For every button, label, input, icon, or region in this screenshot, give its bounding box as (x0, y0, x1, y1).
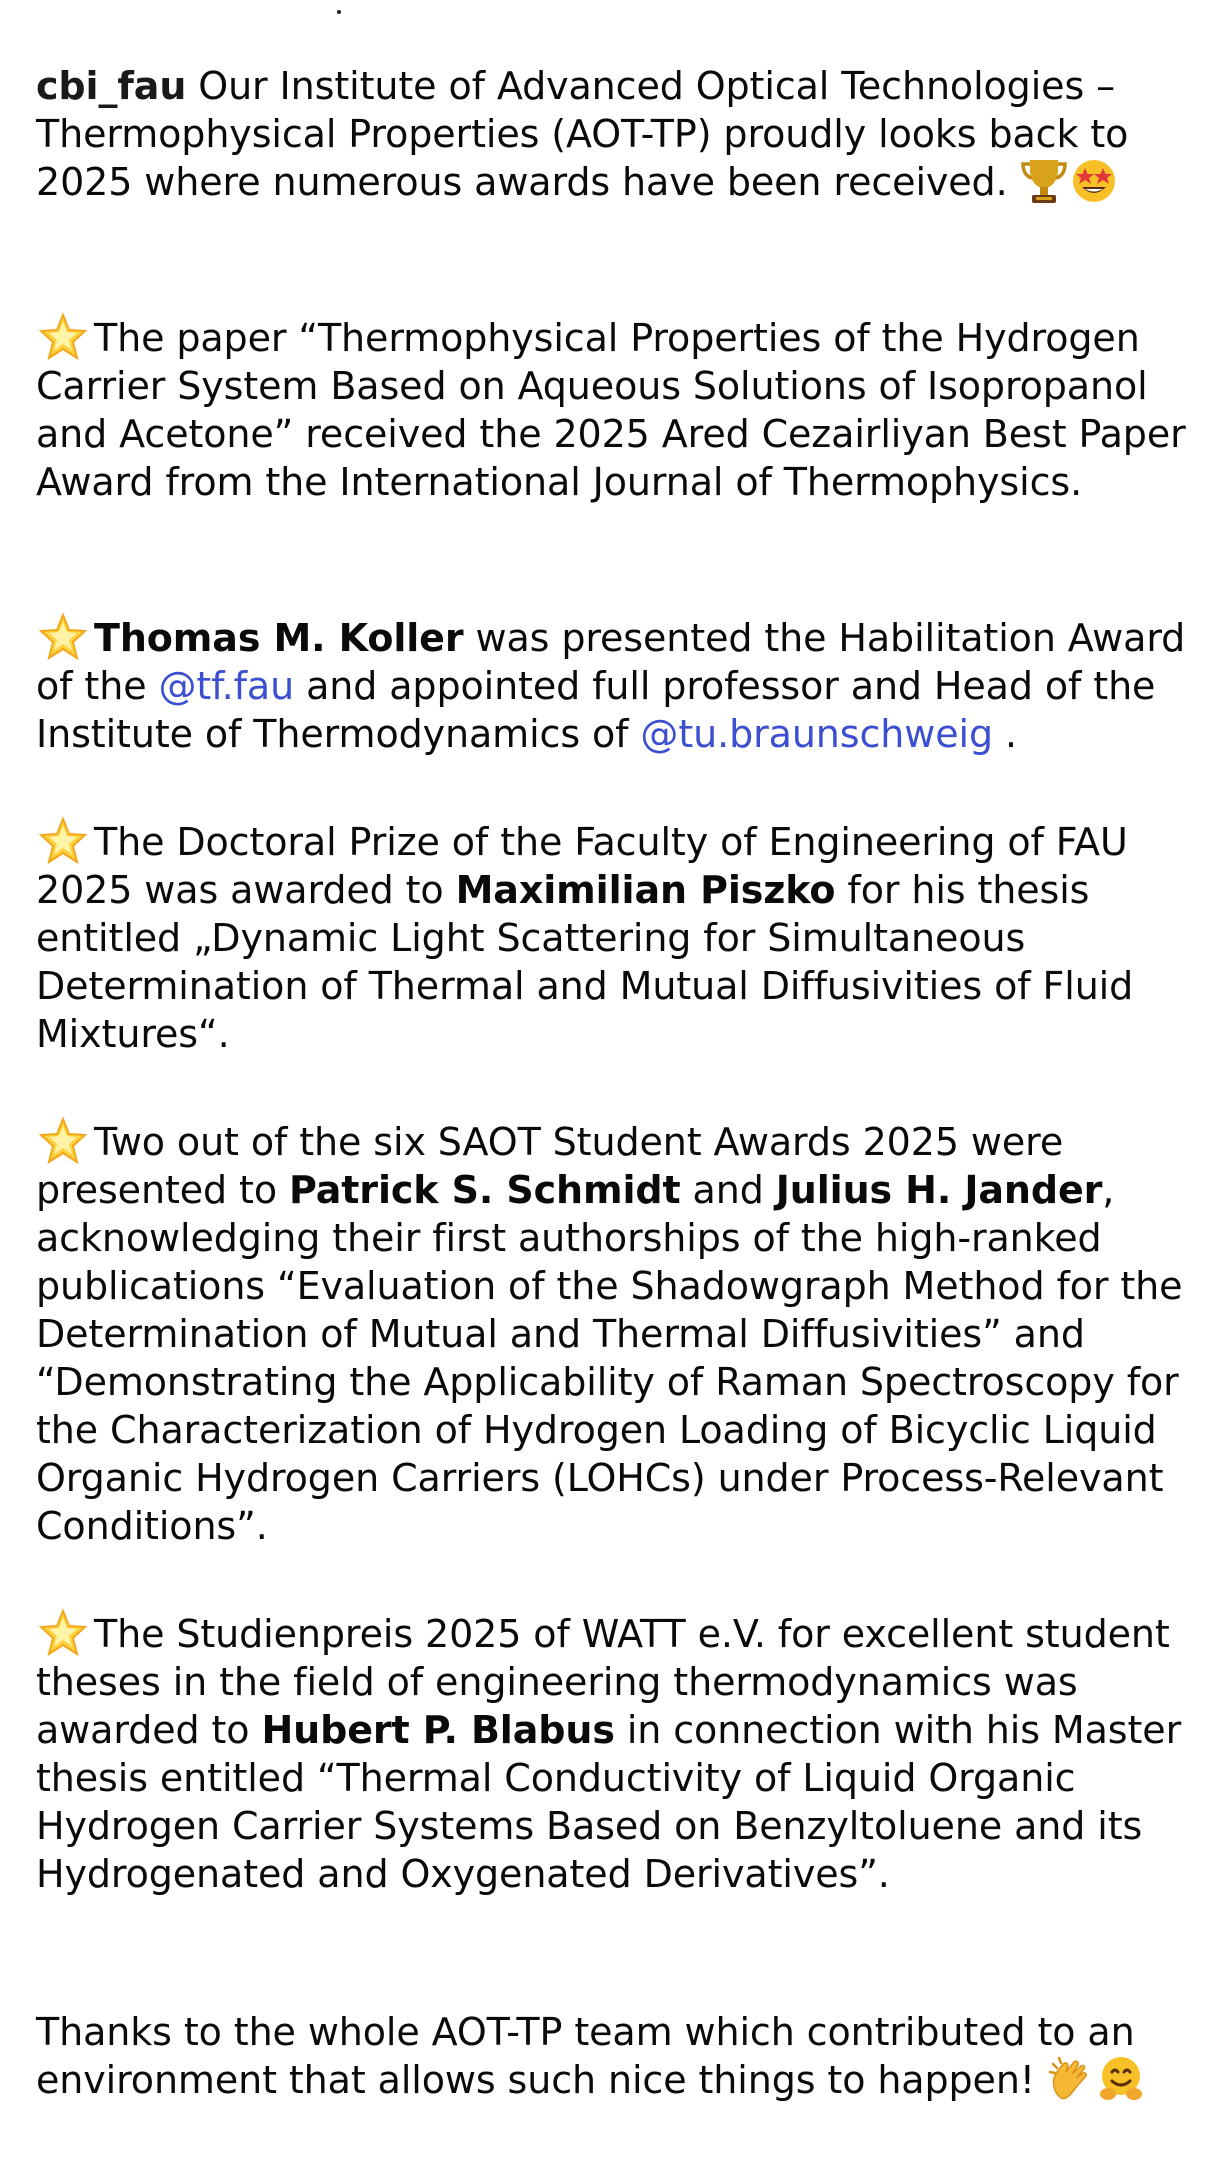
clapping-hands-icon (1047, 2056, 1097, 2104)
awardee-name: Hubert P. Blabus (261, 1708, 615, 1752)
intro-text: Our Institute of Advanced Optical Technologies – Thermophysical Properties (AOT-TP) proudly looks back to 2025 where numerous awards have been received. (36, 64, 1129, 204)
awardee-name: Patrick S. Schmidt (288, 1168, 681, 1212)
star-struck-icon (1070, 158, 1120, 206)
trophy-icon (1020, 158, 1070, 206)
paragraph-2-text: and appointed full professor and Head of the Institute of Thermodynamics of (36, 664, 1156, 756)
truncated-line-mark (337, 10, 341, 14)
paragraph-4-text: and (680, 1168, 776, 1212)
hugging-face-icon (1097, 2056, 1147, 2104)
paragraph-3-text: The Doctoral Prize of the Faculty of Engineering of FAU 2025 was awarded to (36, 820, 1128, 912)
paragraph-2-text: was presented the Habilitation Award of the (36, 616, 1186, 708)
award-paragraph-1 (36, 314, 1186, 506)
glowing-star-icon (36, 614, 94, 662)
paragraph-4-text: Two out of the six SAOT Student Awards 2025 were presented to (36, 1120, 1064, 1212)
glowing-star-icon (36, 1610, 94, 1658)
paragraph-3-text: for his thesis entitled „Dynamic Light Scattering for Simultaneous Determination of Thermal and Mutual Diffusivities of Fluid Mixtures“. (36, 868, 1134, 1056)
award-paragraph-4 (36, 1118, 1186, 1550)
mention-link[interactable]: @tu.braunschweig (640, 712, 993, 756)
glowing-star-icon (36, 314, 94, 362)
mention-link[interactable]: @tf.fau (158, 664, 295, 708)
paragraph-2-text: . (993, 712, 1017, 756)
awardee-name: Julius H. Jander (775, 1168, 1103, 1212)
awardee-name: Thomas M. Koller (94, 616, 464, 660)
paragraph-1-text: The paper “Thermophysical Properties of the Hydrogen Carrier System Based on Aqueous Solutions of Isopropanol and Acetone” received the 2025 Ared Cezairliyan Best Paper Award from the International Journal of Thermophysics. (36, 316, 1186, 504)
outro-paragraph (36, 2008, 1186, 2104)
outro-text: Thanks to the whole AOT-TP team which contributed to an environment that allows such nice things to happen! (36, 2010, 1135, 2102)
glowing-star-icon (36, 818, 94, 866)
award-paragraph-3 (36, 818, 1186, 1058)
awardee-name: Maximilian Piszko (455, 868, 836, 912)
paragraph-5-text: The Studienpreis 2025 of WATT e.V. for excellent student theses in the field of engineering thermodynamics was awarded to (36, 1612, 1170, 1752)
paragraph-5-text: in connection with his Master thesis entitled “Thermal Conductivity of Liquid Organic Hydrogen Carrier Systems Based on Benzyltoluene and its Hydrogenated and Oxygenated Derivatives”. (36, 1708, 1182, 1896)
username-link[interactable]: cbi_fau (36, 64, 187, 108)
paragraph-4-text: , acknowledging their first authorships of the high-ranked publications “Evaluation of the Shadowgraph Method for the Determination of Mutual and Thermal Diffusivities” and “Demonstrating the Applicability of Raman Spectroscopy for the Characterization of Hydrogen Loading of Bicyclic Liquid Organic Hydrogen Carriers (LOHCs) under Process-Relevant Conditions”. (36, 1168, 1183, 1548)
award-paragraph-2 (36, 614, 1186, 758)
intro-paragraph (36, 62, 1186, 206)
award-paragraph-5 (36, 1610, 1186, 1898)
glowing-star-icon (36, 1118, 94, 1166)
